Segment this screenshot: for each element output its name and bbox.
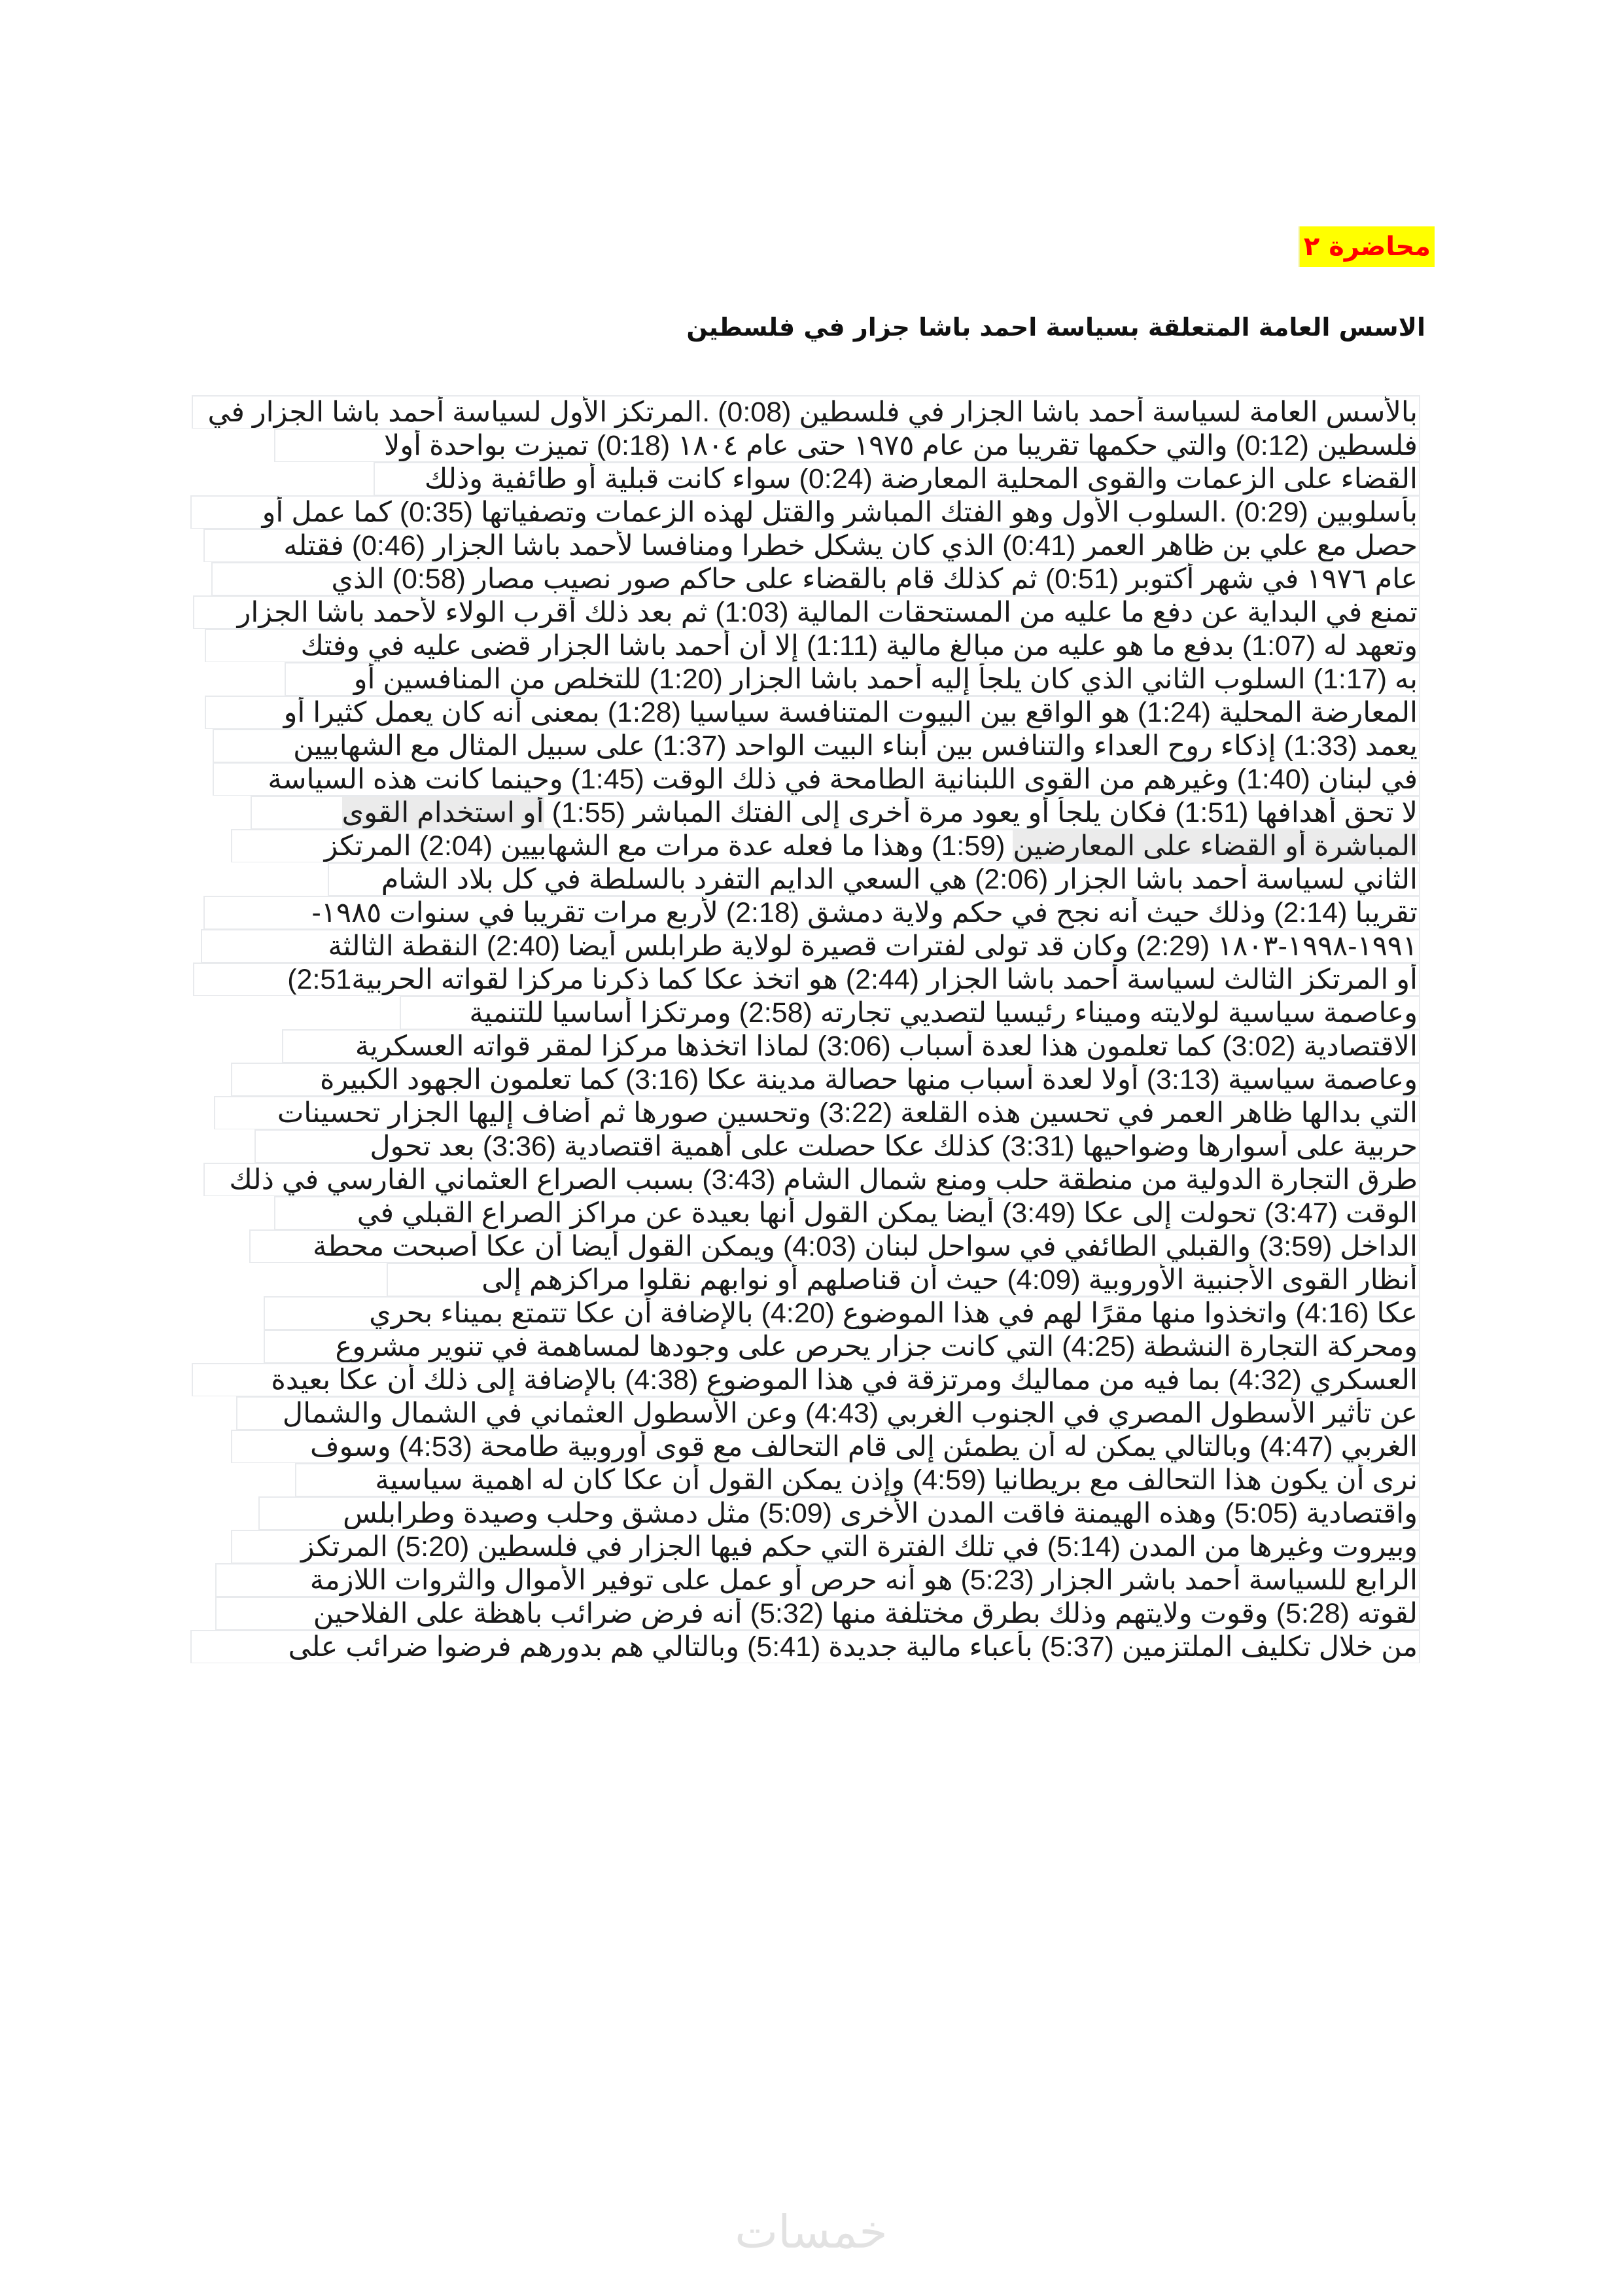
transcript-text: واقتصادية (5:05) وهذه الهيمنة فاقت المدن الأخرى (5:09) مثل دمشق وحلب وصيدة وطرابلس (343, 1498, 1418, 1529)
transcript-line (264, 1296, 1420, 1330)
transcript-line (193, 963, 1420, 996)
transcript-body (190, 395, 1420, 1663)
transcript-line (193, 595, 1420, 629)
transcript-text: فلسطين (0:12) والتي حكمها تقريبا من عام ١٩٧٥ حتى عام ١٨٠٤ (0:18) تميزت بواحدة أولا (383, 430, 1418, 461)
transcript-text: أو المرتكز الثالث لسياسة أحمد باشا الجزار (2:44) هو اتخذ عكا كما ذكرنا مركزا لقواته الحربية2:51) (287, 964, 1418, 995)
transcript-line (231, 1430, 1420, 1463)
transcript-text: أنظار القوى الأجنبية الأوروبية (4:09) حيث أن قناصلهم أو نوابهم نقلوا مراكزهم إلى (481, 1264, 1418, 1296)
transcript-text: يعمد (1:33) إذكاء روح العداء والتنافس بين أبناء البيت الواحد (1:37) على سبيل المثال مع الشهابيين (293, 730, 1418, 762)
transcript-text: ١٩٩١-١٩٩٨-١٨٠٣ (2:29) وكان قد تولى لفترات قصيرة لولاية طرابلس أيضا (2:40) النقطة الثالثة (328, 930, 1418, 962)
transcript-line (264, 1330, 1420, 1363)
transcript-line (231, 1530, 1420, 1563)
transcript-text: به (1:17) السلوب الثاني الذي كان يلجأ إليه أحمد باشا الجزار (1:20) للتخلص من المنافسين أو (353, 663, 1418, 695)
transcript-line (211, 562, 1420, 595)
transcript-text: تمنع في البداية عن دفع ما عليه من المستحقات المالية (1:03) ثم بعد ذلك أقرب الولاء لأحمد باشا الجزار (237, 597, 1418, 628)
transcript-line (254, 1129, 1420, 1163)
transcript-text: وتعهد له (1:07) بدفع ما هو عليه من مبالغ مالية (1:11) إلا أن أحمد باشا الجزار قضى عليه في وفتك (300, 630, 1418, 662)
transcript-line (213, 762, 1420, 796)
transcript-line (214, 1096, 1420, 1129)
transcript-text: (1:59) وهذا ما فعله عدة مرات مع الشهابيين (2:04) المرتكز (324, 830, 1013, 862)
transcript-line (201, 929, 1420, 963)
transcript-text: الداخل (3:59) والقبلي الطائفي في سواحل لبنان (4:03) ويمكن القول أيضا أن عكا أصبحت محطة (313, 1231, 1418, 1262)
transcript-text: طرق التجارة الدولية من منطقة حلب ومنع شمال الشام (3:43) بسبب الصراع العثماني الفارسي في ذلك (229, 1164, 1418, 1195)
transcript-text: بأسلوبين (0:29) .السلوب الأول وهو الفتك المباشر والقتل لهذه الزعمات وتصفياتها (0:35) كما عمل أو (262, 497, 1418, 528)
transcript-line (215, 1597, 1420, 1630)
transcript-text: حصل مع علي بن ظاهر العمر (0:41) الذي كان يشكل خطرا ومنافسا لأحمد باشا الجزار (0:46) فقتله (283, 530, 1418, 561)
transcript-line (205, 629, 1420, 662)
transcript-text: الاقتصادية (3:02) كما تعلمون هذا لعدة أسباب (3:06) لماذا اتخذها مركزا لمقر قواته العسكرية (355, 1031, 1418, 1062)
transcript-line (374, 462, 1420, 495)
transcript-text: لا تحق أهدافها (1:51) فكان يلجأ أو يعود مرة أخرى إلى الفتك المباشر (1:55) (544, 797, 1418, 828)
transcript-line (274, 1196, 1420, 1229)
lecture-number-label: محاضرة ٢ (1299, 226, 1435, 267)
transcript-line (215, 1563, 1420, 1597)
transcript-text: وعاصمة سياسية (3:13) أولا لعدة أسباب منها حصالة مدينة عكا (3:16) كما تعلمون الجهود الكبيرة (320, 1064, 1418, 1095)
transcript-line (205, 696, 1420, 729)
transcript-text: الثاني لسياسة أحمد باشا الجزار (2:06) هي السعي الدايم التفرد بالسلطة في كل بلاد الشام (381, 864, 1418, 895)
transcript-text: المعارضة المحلية (1:24) هو الواقع بين البيوت المتنافسة سياسيا (1:28) بمعنى أنه كان يعمل كثيرا أو (283, 697, 1418, 728)
transcript-line (203, 1163, 1420, 1196)
transcript-text: من خلال تكليف الملتزمين (5:37) بأعباء مالية جديدة (5:41) وبالتالي هم بدورهم فرضوا ضرائب على (288, 1631, 1418, 1663)
transcript-text: لقوته (5:28) وقوت ولايتهم وذلك بطرق مختلفة منها (5:32) أنه فرض ضرائب باهظة على الفلاحين (313, 1598, 1418, 1629)
transcript-text: وبيروت وغيرها من المدن (5:14) في تلك الفترة التي حكم فيها الجزار في فلسطين (5:20) المرتكز (300, 1531, 1418, 1563)
transcript-text: وعاصمة سياسية لولايته وميناء رئيسيا لتصديي تجارته (2:58) ومرتكزا أساسيا للتنمية (469, 997, 1418, 1029)
transcript-line (387, 1263, 1420, 1296)
transcript-text: القضاء على الزعمات والقوى المحلية المعارضة (0:24) سواء كانت قبلية أو طائفية وذلك (424, 463, 1418, 495)
transcript-line (328, 862, 1420, 896)
transcript-text: حربية على أسوارها وضواحيها (3:31) كذلك عكا حصلت على أهمية اقتصادية (3:36) بعد تحول (370, 1131, 1418, 1162)
transcript-text: بالأسس العامة لسياسة أحمد باشا الجزار في فلسطين (0:08) .المرتكز الأول لسياسة أحمد باشا الجزار في (207, 397, 1418, 428)
transcript-text: الوقت (3:47) تحولت إلى عكا (3:49) أيضا يمكن القول أنها بعيدة عن مراكز الصراع القبلي في (357, 1197, 1418, 1229)
transcript-text: الرابع للسياسة أحمد باشر الجزار (5:23) هو أنه حرص أو عمل على توفير الأموال والثروات اللازمة (309, 1564, 1418, 1596)
transcript-line (231, 1063, 1420, 1096)
transcript-line (203, 896, 1420, 929)
transcript-line (400, 996, 1420, 1029)
transcript-line (258, 1496, 1420, 1530)
transcript-text: عام ١٩٧٦ في شهر أكتوبر (0:51) ثم كذلك قام بالقضاء على حاكم صور نصيب مصار (0:58) الذي (331, 563, 1418, 595)
transcript-text: نرى أن يكون هذا التحالف مع بريطانيا (4:59) وإذن يمكن القول أن عكا كان له اهمية سياسية (375, 1464, 1418, 1496)
transcript-line (190, 495, 1420, 529)
transcript-line (192, 1363, 1420, 1396)
document-heading: الاسس العامة المتعلقة بسياسة احمد باشا جزار في فلسطين (686, 313, 1425, 342)
transcript-line (190, 1630, 1420, 1663)
transcript-text: العسكري (4:32) بما فيه من مماليك ومرتزقة في هذا الموضوع (4:38) بالإضافة إلى ذلك أن عكا بعيدة (271, 1364, 1418, 1396)
transcript-line (236, 1396, 1420, 1430)
transcript-line (213, 729, 1420, 762)
transcript-text: التي بدالها ظاهر العمر في تحسين هذه القلعة (3:22) وتحسين صورها ثم أضاف إليها الجزار تحسينات (277, 1097, 1418, 1129)
transcript-line (251, 796, 1420, 829)
transcript-line (249, 1229, 1420, 1263)
transcript-line (282, 1029, 1420, 1063)
transcript-text: عن تأثير الأسطول المصري في الجنوب الغربي (4:43) وعن الأسطول العثماني في الشمال والشمال (282, 1398, 1418, 1429)
transcript-line (203, 529, 1420, 562)
transcript-text: الغربي (4:47) وبالتالي يمكن له أن يطمئن إلى قام التحالف مع قوى أوروبية طامحة (4:53) وسوف (310, 1431, 1418, 1462)
transcript-line (274, 429, 1420, 462)
transcript-line (295, 1463, 1420, 1496)
transcript-line (231, 829, 1420, 862)
highlighted-text: أو استخدام القوى (341, 797, 544, 828)
watermark-logo: خمسات (735, 2205, 888, 2259)
transcript-line (192, 395, 1420, 429)
highlighted-text: المباشرة أو القضاء على المعارضين (1013, 830, 1418, 862)
transcript-text: في لبنان (1:40) وغيرهم من القوى اللبنانية الطامحة في ذلك الوقت (1:45) وحينما كانت هذه السياسة (268, 764, 1418, 795)
transcript-text: ومحركة التجارة النشطة (4:25) التي كانت جزار يحرص على وجودها لمساهمة في تنوير مشروع (335, 1331, 1418, 1362)
transcript-text: تقريبا (2:14) وذلك حيث أنه نجح في حكم ولاية دمشق (2:18) لأربع مرات تقريبا في سنوات ١٩٨٥- (311, 897, 1418, 928)
transcript-line (285, 662, 1420, 696)
transcript-text: عكا (4:16) واتخذوا منها مقرًا لهم في هذا الموضوع (4:20) بالإضافة أن عكا تتمتع بميناء بحري (369, 1298, 1418, 1329)
